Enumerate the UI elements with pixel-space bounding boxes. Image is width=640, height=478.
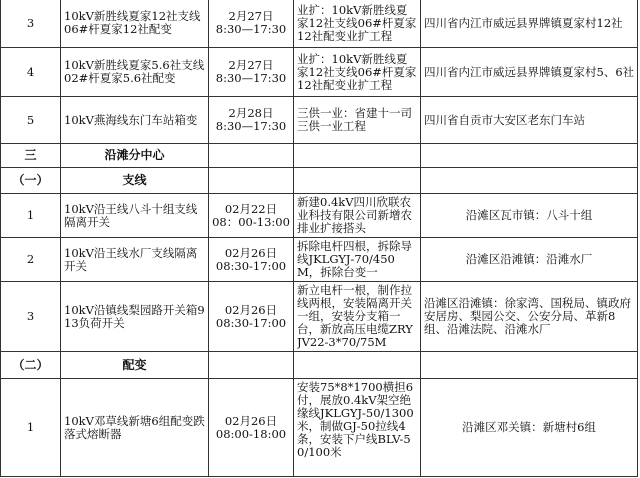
- affected-area: 四川省内江市威远县界牌镇夏家村12社: [421, 0, 638, 48]
- work-content: 业扩：10kV新胜线夏家12社支线06#杆夏家12社配变业扩工程: [294, 48, 421, 97]
- work-content: 新建0.4kV四川欣联农业科技有限公司新增农排业扩接搭头: [294, 194, 421, 238]
- section-title: 配变: [61, 352, 209, 379]
- outage-time: 02月26日 08:00-18:00: [209, 379, 294, 477]
- work-content: [294, 238, 421, 282]
- affected-area: 沿滩区沿滩镇：沿滩水厂: [421, 238, 638, 282]
- affected-area: 沿滩区邓关镇：新塘村6组: [421, 379, 638, 477]
- table-row: [1, 194, 638, 238]
- section-row: [1, 168, 638, 194]
- line-name: 10kV沿王线八斗十组支线隔离开关: [61, 194, 209, 238]
- section-title: 支线: [61, 168, 209, 194]
- affected-area: 沿滩区沿滩镇：徐家湾、国税局、镇政府安居房、梨园公交、公安分局、革新8组、沿滩法院、沿滩水厂: [421, 282, 638, 352]
- section-row: [1, 352, 638, 379]
- row-number: 3: [1, 282, 61, 352]
- work-content: 业扩：10kV新胜线夏家12社支线06#杆夏家12社配变业扩工程: [294, 0, 421, 48]
- affected-area: 四川省自贡市大安区老东门车站: [421, 97, 638, 144]
- line-name: 10kV燕海线东门车站箱变: [61, 97, 209, 144]
- work-content-text: 拆除电杆四根，拆除导线JKLGYJ-70/450M，拆除台变一: [297, 239, 412, 279]
- line-name: 10kV邓草线新塘6组配变跌落式熔断器: [61, 379, 209, 477]
- table-row: [1, 238, 638, 282]
- row-number: 1: [1, 194, 61, 238]
- work-content-text: 安装75*8*1700横担6付，展放0.4kV架空绝缘线JKLGYJ-50/1300米，制做GJ-50拉线4条，安装下户线BLV-50/100米: [297, 380, 414, 459]
- work-content-text: 新立电杆一根，制作拉线两根，安装隔离开关一组，安装分支箱一台，新放高压电缆ZRYJV22-3*70/75M: [297, 283, 413, 349]
- table-row: [1, 379, 638, 477]
- section-title: 沿滩分中心: [61, 144, 209, 168]
- table-row: [1, 48, 638, 97]
- work-content: 三供一业：省建十一司三供一业工程: [294, 97, 421, 144]
- table-row: [1, 97, 638, 144]
- outage-time: 02月22日 08：00-13:00: [209, 194, 294, 238]
- line-name: 10kV沿镇线梨园路开关箱913负荷开关: [61, 282, 209, 352]
- line-name: 10kV沿王线水厂支线隔离开关: [61, 238, 209, 282]
- row-number: 4: [1, 48, 61, 97]
- table-row: [1, 0, 638, 48]
- work-content: [294, 379, 421, 477]
- row-number: 2: [1, 238, 61, 282]
- section-number: （一）: [1, 168, 61, 194]
- section-number: （二）: [1, 352, 61, 379]
- work-content: [294, 282, 421, 352]
- affected-area: 四川省内江市威远县界牌镇夏家村5、6社: [421, 48, 638, 97]
- outage-time: 2月27日 8:30—17:30: [209, 48, 294, 97]
- row-number: 5: [1, 97, 61, 144]
- table-row: [1, 282, 638, 352]
- outage-time: 02月26日 08:30-17:00: [209, 282, 294, 352]
- line-name: 10kV新胜线夏家12社支线06#杆夏家12社配变: [61, 0, 209, 48]
- outage-time: 2月28日 8:30—17:30: [209, 97, 294, 144]
- outage-time: 02月26日 08:30-17:00: [209, 238, 294, 282]
- row-number: 1: [1, 379, 61, 477]
- section-number: 三: [1, 144, 61, 168]
- outage-time: 2月27日 8:30—17:30: [209, 0, 294, 48]
- affected-area: 沿滩区瓦市镇：八斗十组: [421, 194, 638, 238]
- row-number: 3: [1, 0, 61, 48]
- section-row: [1, 144, 638, 168]
- line-name: 10kV新胜线夏家5.6社支线02#杆夏家5.6社配变: [61, 48, 209, 97]
